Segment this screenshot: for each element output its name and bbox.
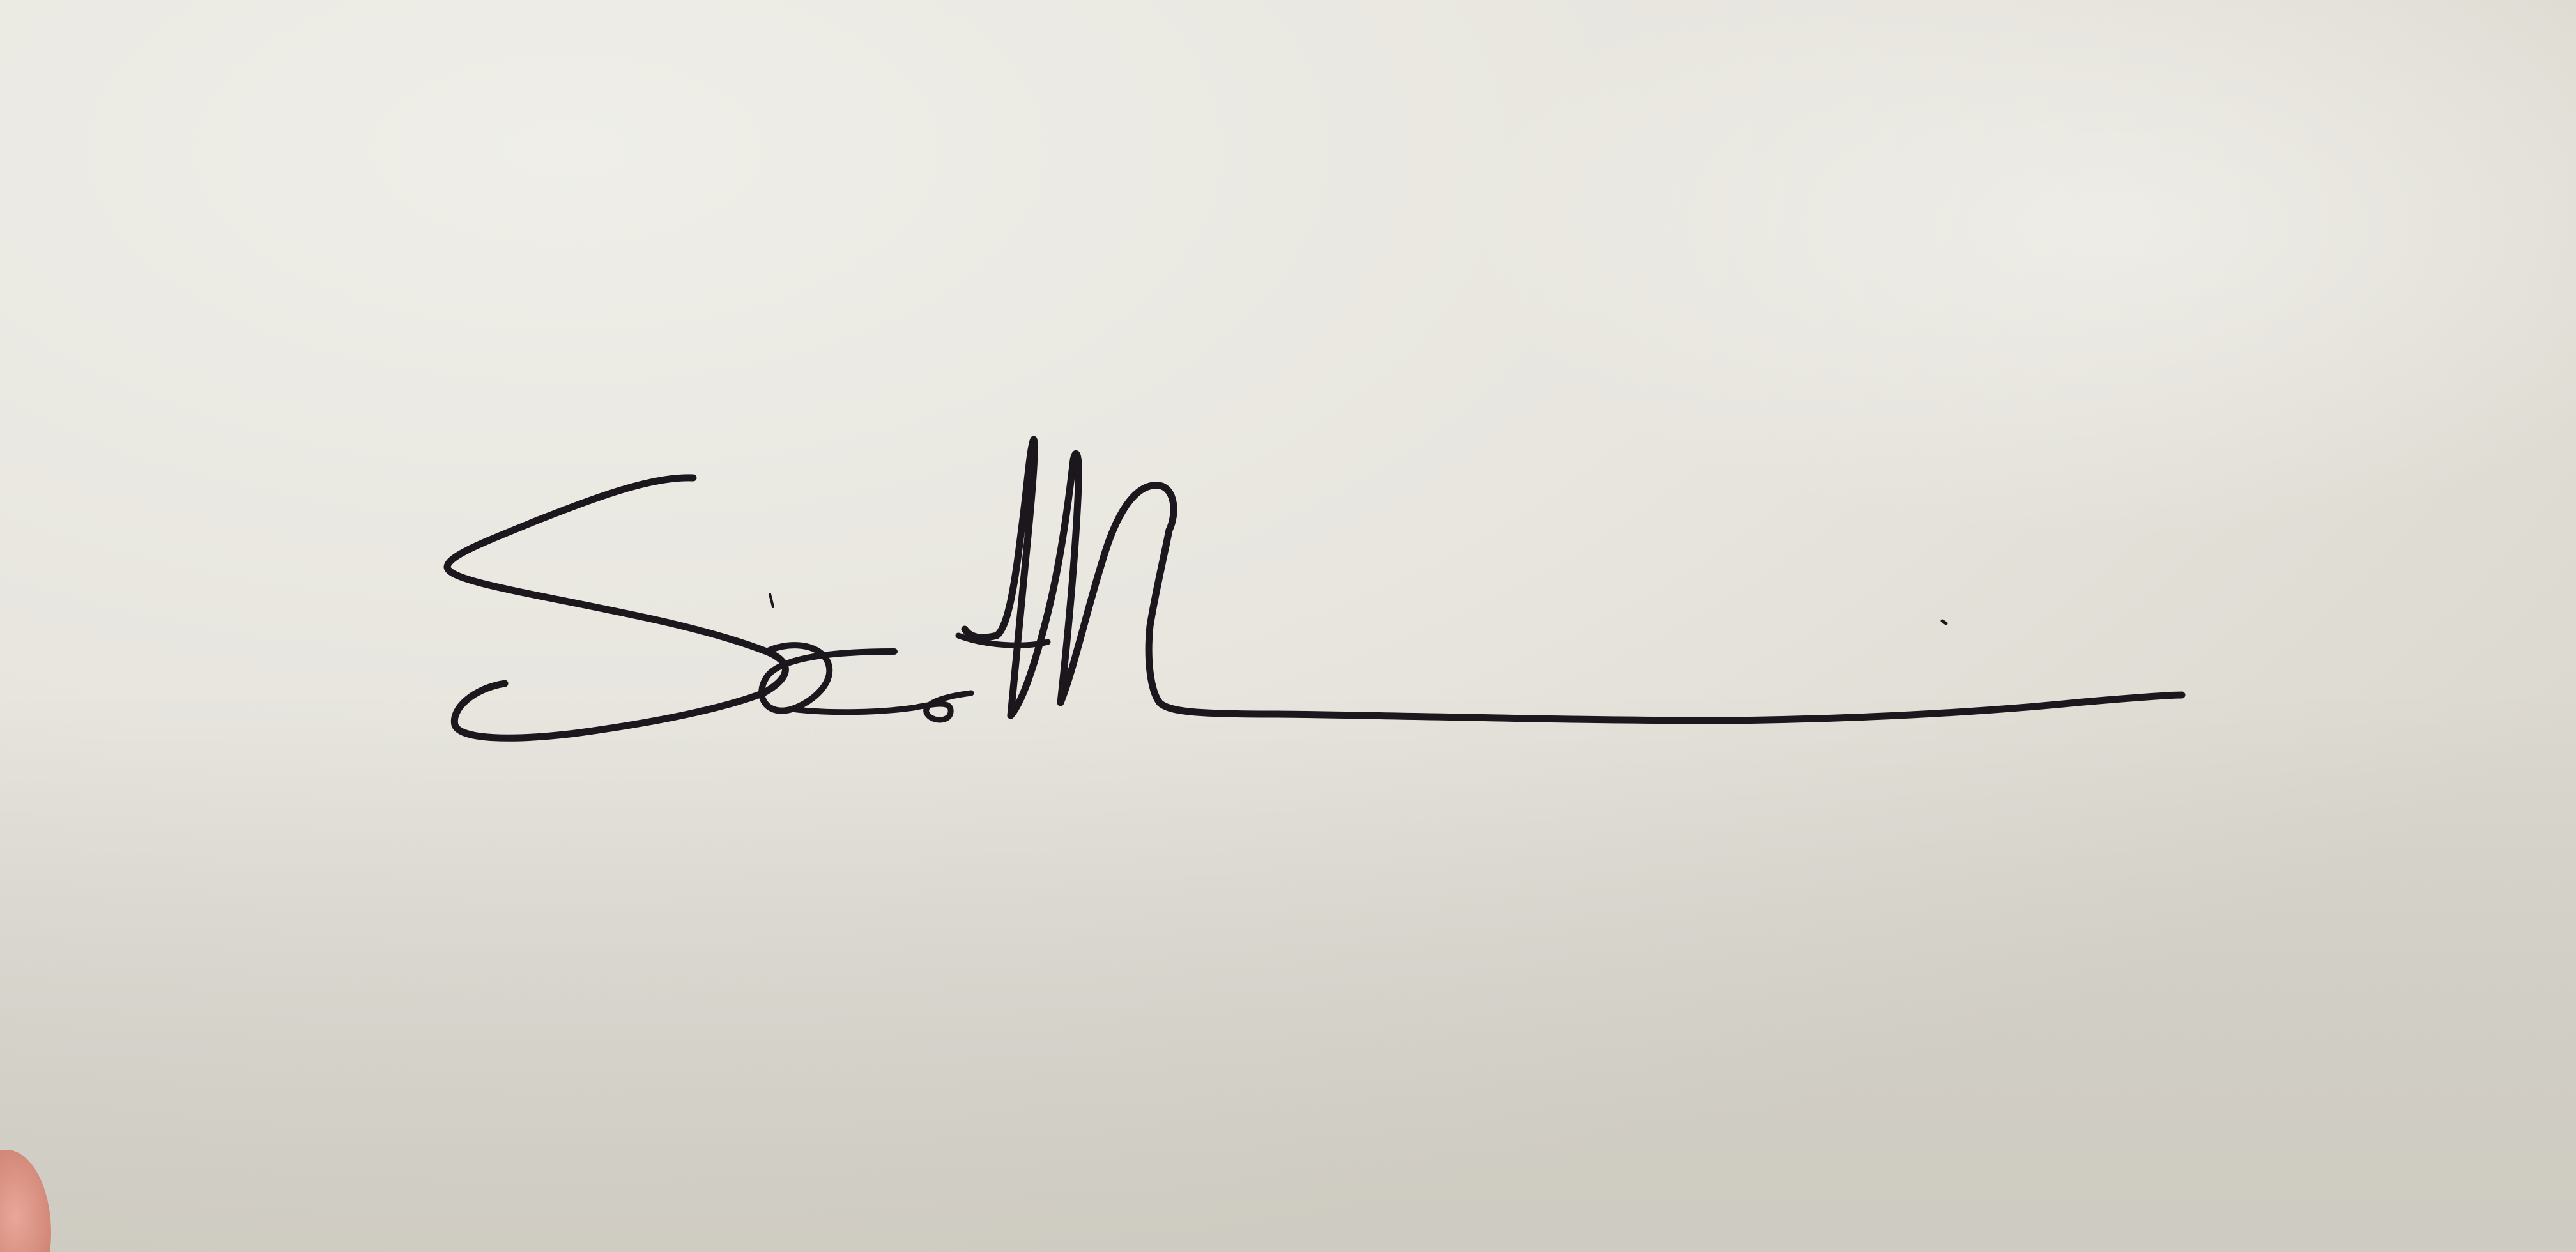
signature-stroke xyxy=(965,439,1034,715)
signature-stroke xyxy=(1149,530,2182,721)
ink-dot xyxy=(770,594,773,607)
signature-stroke xyxy=(792,693,971,720)
signature-stroke xyxy=(447,478,785,738)
ink-dot xyxy=(1942,621,1946,623)
signature-stroke xyxy=(958,636,1048,645)
